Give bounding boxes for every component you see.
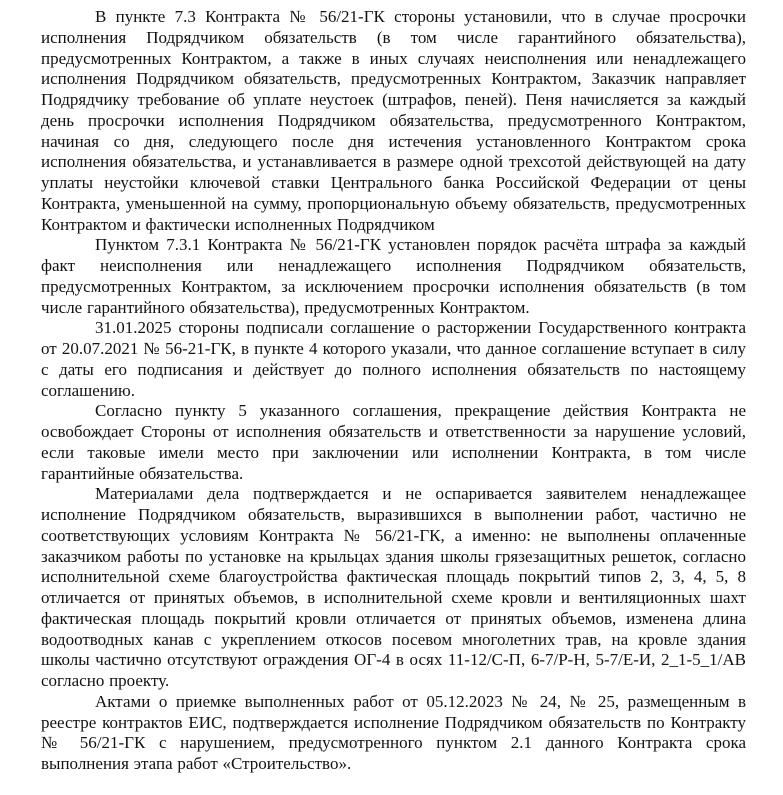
paragraph-case-materials-findings: Материалами дела подтверждается и не оспаривается заявителем ненадлежащее исполнение Подрядчиком обязательств, выразившихся в выполнении работ, частично не соответствующих условиям Контракта № 56/21-ГК, а именно: не выполнены оплаченные заказчиком работы по установке на крыльцах здания школы грязезащитных решеток, согласно исполнительной схеме благоустройства фактическая площадь покрытий типов 2, 3, 4, 5, 8 отличается от принятых объемов, в исполнительной схеме кровли и вентиляционных шахт фактическая площадь покрытий кровли отличается от принятых объемов, изменена длина водоотводных канав с укреплением откосов посевом многолетних трав, на кровле здания школы частично отсутствуют ограждения ОГ-4 в осях 11-12/С-П, 6-7/Р-Н, 5-7/Е-И, 2_1-5_1/АВ согласно проекту.: [41, 484, 746, 690]
paragraph-fine-calculation-clause: Пунктом 7.3.1 Контракта № 56/21-ГК установлен порядок расчёта штрафа за каждый факт неисполнения или ненадлежащего исполнения Подрядчиком обязательств, предусмотренных Контрактом, за исключением просрочки исполнения обязательств (в том числе гарантийного обязательства), предусмотренных Контрактом.: [41, 235, 746, 317]
paragraph-contract-penalty-clause: В пункте 7.3 Контракта № 56/21-ГК стороны установили, что в случае просрочки исполнения Подрядчиком обязательств (в том числе гарантийного обязательства), предусмотренных Контрактом, а также в иных случаях неисполнения или ненадлежащего исполнения Подрядчиком обязательств, предусмотренных Контрактом, Заказчик направляет Подрядчику требование об уплате неустоек (штрафов, пеней). Пеня начисляется за каждый день просрочки исполнения Подрядчиком обязательства, предусмотренного Контрактом, начиная со дня, следующего после дня истечения установленного Контрактом срока исполнения обязательства, и устанавливается в размере одной трехсотой действующей на дату уплаты неустойки ключевой ставки Центрального банка Российской Федерации от цены Контракта, уменьшенной на сумму, пропорциональную объему обязательств, предусмотренных Контрактом и фактически исполненных Подрядчиком: [41, 7, 746, 234]
paragraph-acceptance-acts: Актами о приемке выполненных работ от 05.12.2023 № 24, № 25, размещенным в реестре контрактов ЕИС, подтверждается исполнение Подрядчиком обязательств по Контракту № 56/21-ГК с нарушением, предусмотренного пунктом 2.1 данного Контракта срока выполнения этапа работ «Строительство».: [41, 691, 746, 773]
paragraph-clause-5-liability: Согласно пункту 5 указанного соглашения, прекращение действия Контракта не освобождает Стороны от исполнения обязательств и ответственности за нарушение условий, если таковые имели место при заключении или исполнении Контракта, в том числе гарантийные обязательства.: [41, 401, 746, 483]
paragraph-termination-agreement: 31.01.2025 стороны подписали соглашение о расторжении Государственного контракта от 20.07.2021 № 56-21-ГК, в пункте 4 которого указали, что данное соглашение вступает в силу с даты его подписания и действует до полного исполнения обязательств по настоящему соглашению.: [41, 318, 746, 400]
